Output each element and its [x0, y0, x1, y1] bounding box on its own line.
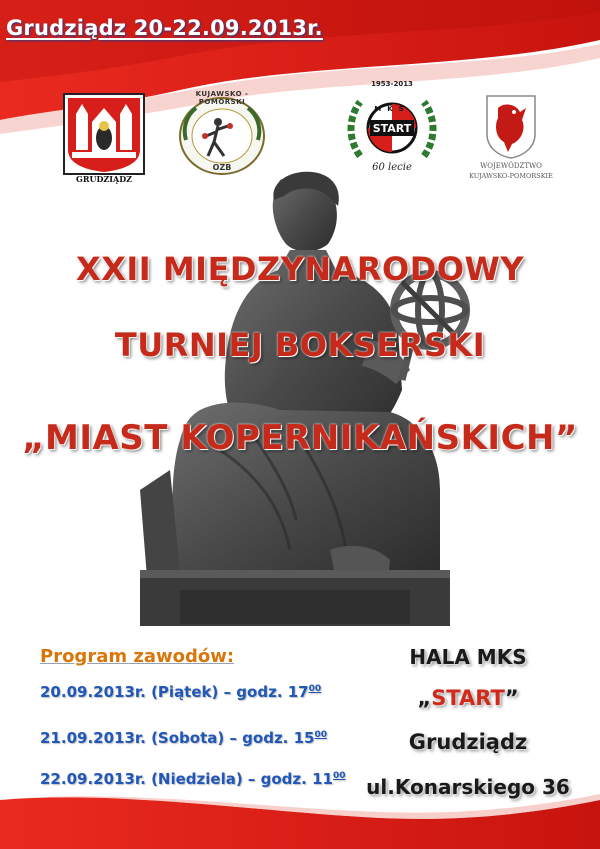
program-item: [40, 770, 345, 788]
venue-quote-close: ”: [504, 686, 519, 710]
date-header: Grudziądz 20-22.09.2013r.: [6, 16, 323, 40]
venue-city: Grudziądz: [408, 730, 528, 754]
program-item-text: 20.09.2013r. (Piątek) – godz. 17: [40, 683, 309, 701]
mks-start-logo: [346, 80, 438, 182]
title-line-3: „MIAST KOPERNIKAŃSKICH”: [22, 418, 578, 458]
venue-quote-open: „: [417, 686, 432, 710]
copernicus-statue-image: [140, 170, 470, 630]
program-item-text: 22.09.2013r. (Niedziela) – godz. 11: [40, 770, 333, 788]
mks-jubilee: 60 lecie: [372, 162, 412, 173]
program-item-minutes: 00: [314, 730, 328, 740]
ozb-ring-text: KUJAWSKO - POMORSKI: [195, 90, 249, 106]
program-heading: Program zawodów:: [40, 646, 235, 667]
wojewodztwo-line2: KUJAWSKO-POMORSKIE: [469, 172, 553, 180]
griffin-coat-of-arms-icon: [468, 94, 554, 160]
program-item: [40, 683, 321, 701]
ozb-short-label: OZB: [212, 163, 232, 172]
grudziadz-caption: GRUDZIĄDZ: [76, 174, 132, 184]
program-item: [40, 729, 327, 747]
program-item-minutes: 00: [332, 771, 346, 781]
venue-name-text: START: [431, 686, 505, 710]
wojewodztwo-logo: [468, 94, 554, 180]
program-item-minutes: 00: [308, 684, 322, 694]
wojewodztwo-line1: WOJEWÓDZTWO: [480, 162, 542, 170]
mks-letters: MKS: [374, 105, 410, 113]
grudziadz-logo: [62, 92, 146, 192]
ozb-logo: [178, 90, 266, 180]
title-line-2: TURNIEJ BOKSERSKI: [114, 326, 486, 364]
mks-name: START: [372, 122, 412, 135]
mks-years: 1953-2013: [371, 80, 413, 88]
venue-address: ul.Konarskiego 36: [366, 775, 570, 799]
title-line-1: XXII MIĘDZYNARODOWY: [76, 250, 524, 288]
venue-name: [338, 686, 598, 710]
program-item-text: 21.09.2013r. (Sobota) – godz. 15: [40, 729, 315, 747]
venue-hall: HALA MKS: [409, 645, 527, 669]
